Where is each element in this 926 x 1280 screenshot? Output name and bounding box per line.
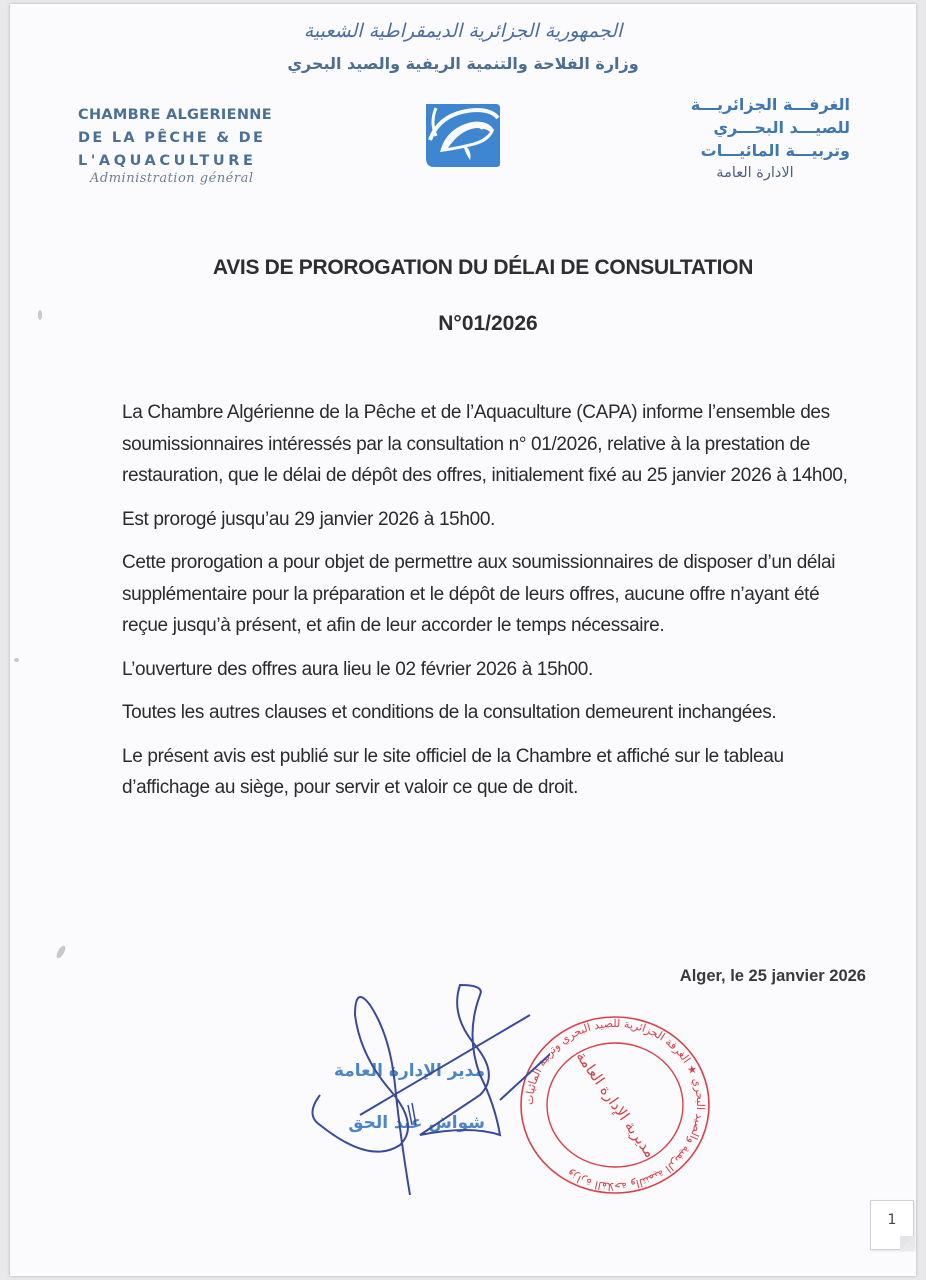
- chamber-name-fr-line3: L'AQUACULTURE: [78, 153, 257, 169]
- paragraph-clauses: Toutes les autres clauses et conditions de la consultation demeurent inchangées.: [122, 702, 777, 723]
- notice-body: [122, 397, 870, 816]
- page-number: 1: [887, 1212, 897, 1228]
- administration-label-fr: Administration général: [90, 171, 254, 186]
- paragraph-publication: Le présent avis est publié sur le site officiel de la Chambre et affiché sur le tableau d’affichage au siège, pour servir et valoir ce que de droit.: [122, 745, 784, 798]
- signatory-title-ar: مدير الإدارة العامة: [333, 1061, 485, 1081]
- ministry-title-ar: وزارة الفلاحة والتنمية الريفية والصيد البحري: [287, 54, 639, 73]
- chamber-name-fr: [78, 104, 283, 186]
- chamber-name-ar-line3: وتربيـــة المائيـــات: [700, 141, 850, 160]
- handwritten-signature: [300, 975, 550, 1200]
- signatory-name-ar: شواش عبد الحق: [348, 1113, 485, 1133]
- stamp-center-text: مديرية الإدارة العامة: [572, 1047, 660, 1161]
- chamber-name-ar-line2: للصيـــد البحـــري: [713, 118, 850, 137]
- paragraph-opening: L’ouverture des offres aura lieu le 02 février 2026 à 15h00.: [122, 658, 593, 680]
- fish-logo-icon: [420, 100, 502, 168]
- place-and-date: Alger, le 25 janvier 2026: [679, 967, 866, 985]
- paragraph-intro: La Chambre Algérienne de la Pêche et de l’Aquaculture (CAPA) informe l’ensemble des soumissionnaires intéressés par la consultation n° 01/2026, relative à la prestation de restauration, que le délai de dépôt des offres, initialement fixé au 25 janvier 2026 à 14h00,: [122, 402, 848, 486]
- paragraph-purpose: Cette prorogation a pour objet de permettre aux soumissionnaires de disposer d’un délai supplémentaire pour la préparation et le dépôt de leurs offres, aucune offre n’ayant été reçue jusqu’à présent, et afin de leur accorder le temps nécessaire.: [122, 552, 836, 636]
- scan-speck: [14, 658, 19, 662]
- stamp-outer-text: وزارة الفلاحة والتنمية الريفية والصيد البحري ★ الغرفة الجزائرية للصيد البحري وتربية المائيات: [522, 1016, 708, 1194]
- notice-title: AVIS DE PROROGATION DU DÉLAI DE CONSULTATION: [212, 256, 754, 279]
- chamber-name-fr-line1: CHAMBRE ALGERIENNE: [78, 107, 272, 123]
- chamber-name-fr-line2: DE LA PÊCHE & DE: [78, 130, 266, 146]
- page-number-indicator: [870, 1200, 914, 1250]
- administration-label-ar: الادارة العامة: [716, 165, 794, 181]
- notice-number: N°01/2026: [438, 312, 538, 335]
- page-curl-icon: [900, 1236, 914, 1250]
- republic-title-ar: الجمهورية الجزائرية الديمقراطية الشعبية: [303, 20, 623, 42]
- chamber-name-ar: [610, 93, 850, 185]
- paragraph-extension: Est prorogé jusqu’au 29 janvier 2026 à 15h00.: [122, 508, 495, 530]
- chamber-name-ar-line1: الغرفـــة الجزائريـــة: [690, 95, 850, 114]
